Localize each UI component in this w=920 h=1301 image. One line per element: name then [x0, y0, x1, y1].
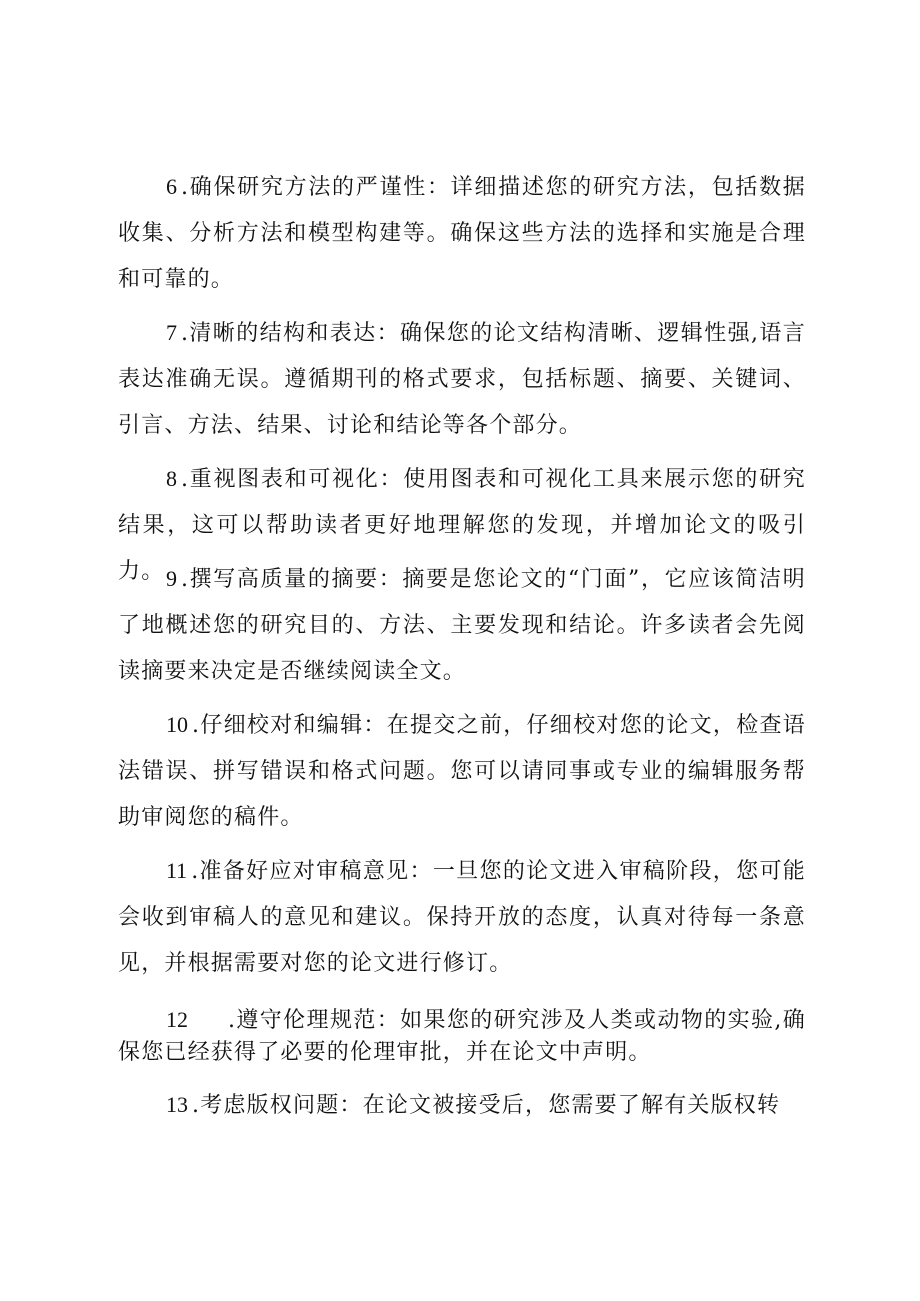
item-text: .确保研究方法的严谨性：详细描述您的研究方法，包括数据收集、分析方法和模型构建等。确保这些方法的选择和实施是合理和可靠的。: [118, 175, 806, 292]
paragraph-item-9: [118, 556, 806, 695]
paragraph-item-11: [118, 848, 806, 987]
item-number: 6: [166, 174, 177, 199]
paragraph-item-13: [118, 1082, 806, 1129]
item-text: .遵守伦理规范：如果您的研究涉及人类或动物的实验,确保您已经获得了必要的伦理审批，并在论文中声明。: [118, 1008, 806, 1065]
item-number: 13: [166, 1092, 188, 1117]
item-text: .重视图表和可视化：使用图表和可视化工具来展示您的研究结果，这可以帮助读者更好地理解您的发现，并增加论文的吸引力。: [118, 467, 806, 584]
item-number: 8: [166, 466, 177, 491]
paragraph-item-7: [118, 310, 806, 449]
paragraph-item-10: [118, 702, 806, 841]
item-text: .准备好应对审稿意见：一旦您的论文进入审稿阶段，您可能会收到审稿人的意见和建议。保持开放的态度，认真对待每一条意见，并根据需要对您的论文进行修订。: [118, 859, 806, 976]
item-number: 9: [166, 566, 177, 591]
item-number: 11: [166, 858, 188, 883]
item-text: .撰写高质量的摘要：摘要是您论文的“门面”，它应该简洁明了地概述您的研究目的、方法、主要发现和结论。许多读者会先阅读摘要来决定是否继续阅读全文。: [118, 567, 806, 684]
paragraph-item-6: [118, 164, 806, 303]
item-number: 7: [166, 320, 177, 345]
item-number: 12: [166, 1007, 188, 1032]
item-number: 10: [166, 712, 188, 737]
item-text: .清晰的结构和表达：确保您的论文结构清晰、逻辑性强,语言表达准确无误。遵循期刊的格式要求，包括标题、摘要、关键词、引言、方法、结果、讨论和结论等各个部分。: [118, 321, 806, 438]
item-text: .仔细校对和编辑：在提交之前，仔细校对您的论文，检查语法错误、拼写错误和格式问题。您可以请同事或专业的编辑服务帮助审阅您的稿件。: [118, 713, 806, 830]
paragraph-item-12: [118, 1004, 806, 1069]
item-text: .考虑版权问题：在论文被接受后，您需要了解有关版权转: [192, 1093, 781, 1118]
